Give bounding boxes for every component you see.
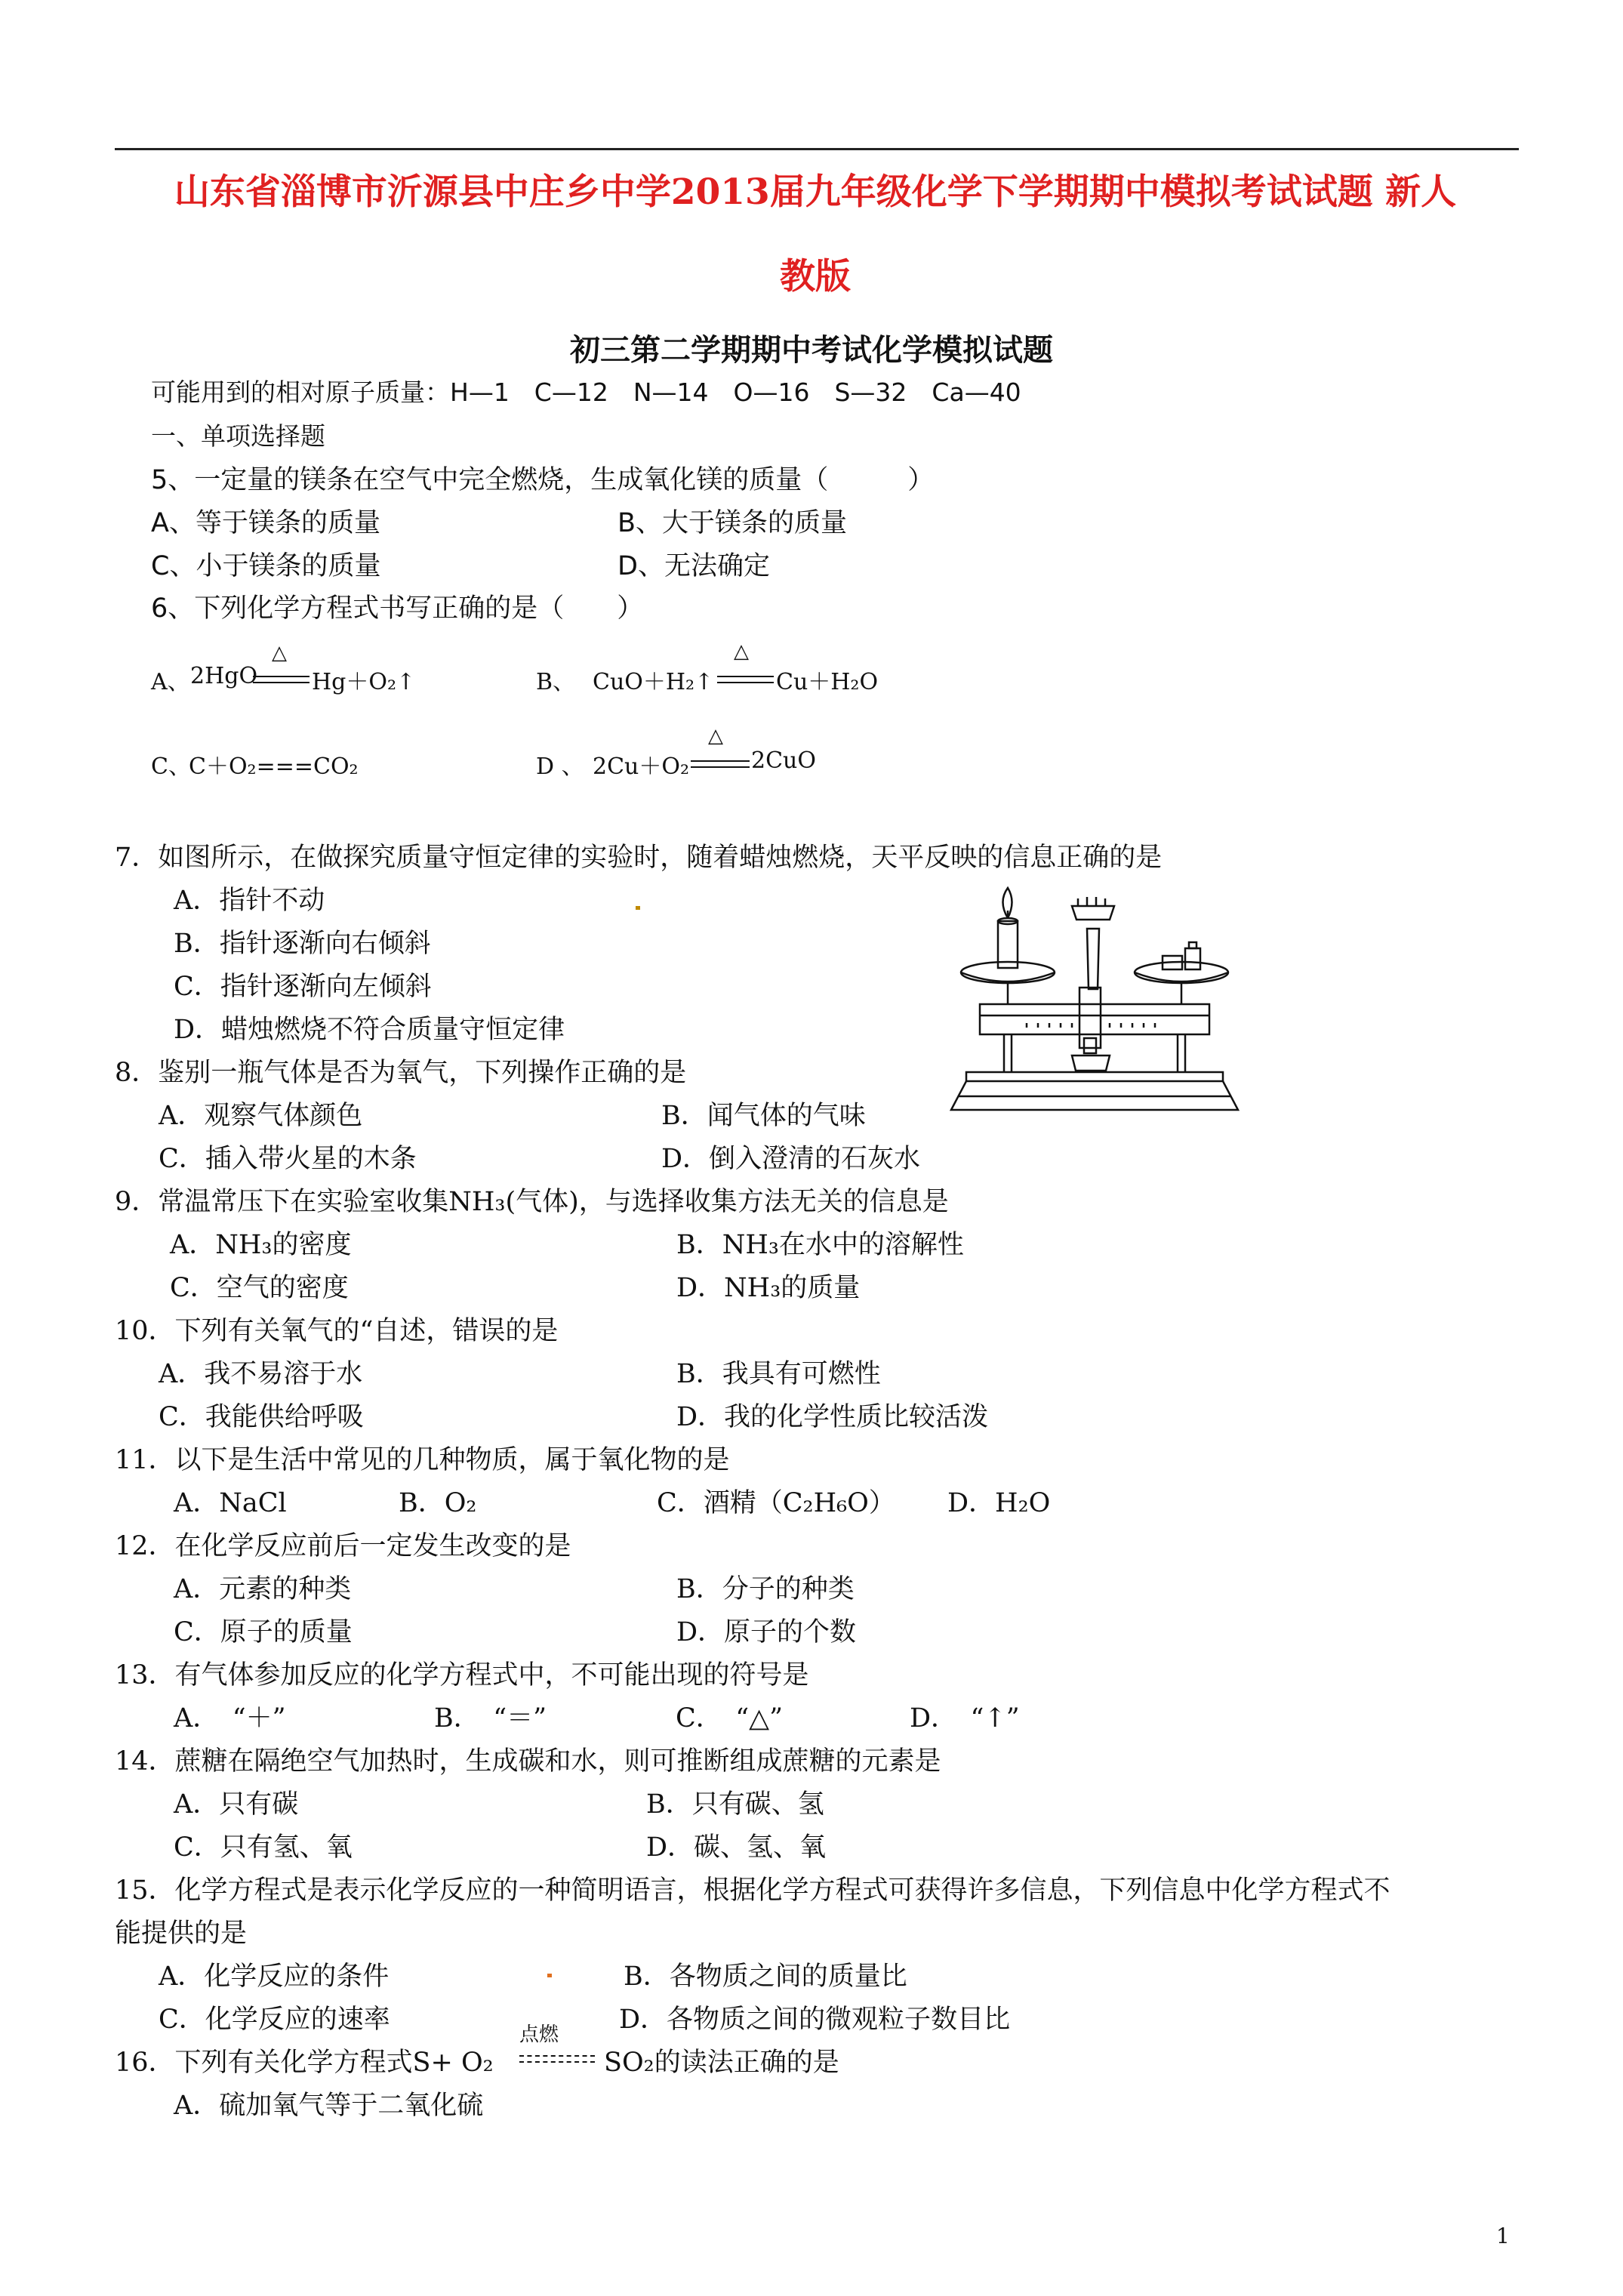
- q11-option-c: C．酒精（C₂H₆O）: [657, 1488, 895, 1518]
- q11-option-b: B．O₂: [399, 1488, 477, 1518]
- q13-option-a: A． “＋”: [174, 1703, 286, 1734]
- q16-option-a: A．硫加氧气等于二氧化硫: [174, 2091, 484, 2121]
- q16-stem-start: 16．下列有关化学方程式S+ O₂: [115, 2048, 494, 2078]
- ignition-condition: 点燃: [519, 2023, 559, 2046]
- q10-stem: 10．下列有关氧气的“自述，错误的是: [115, 1316, 559, 1346]
- q6-option-c-equation: C＋O₂===CO₂: [189, 754, 359, 780]
- equals-sign: [691, 760, 750, 768]
- q10-option-d: D．我的化学性质比较活泼: [676, 1402, 989, 1432]
- q9-option-b: B．NH₃在水中的溶解性: [676, 1230, 964, 1260]
- q10-option-a: A．我不易溶于水: [159, 1359, 363, 1389]
- q14-option-c: C．只有氢、氧: [174, 1832, 353, 1863]
- q14-option-d: D．碳、氢、氧: [646, 1832, 827, 1863]
- q6-stem: 6、下列化学方程式书写正确的是（ ）: [151, 593, 644, 624]
- q5-option-c: C、小于镁条的质量: [151, 551, 381, 581]
- q12-stem: 12．在化学反应前后一定发生改变的是: [115, 1531, 571, 1561]
- q12-option-c: C．原子的质量: [174, 1617, 353, 1647]
- atomic-masses: 可能用到的相对原子质量：H—1 C—12 N—14 O—16 S—32 Ca—40: [151, 378, 1021, 407]
- q14-option-b: B．只有碳、氢: [646, 1789, 824, 1820]
- equals-sign: [717, 676, 774, 683]
- heat-symbol: △: [708, 725, 723, 747]
- q15-option-d: D．各物质之间的微观粒子数目比: [619, 2005, 1011, 2035]
- q6-option-a-label: A、: [151, 669, 190, 695]
- q6-option-a-products: Hg＋O₂↑: [312, 669, 416, 695]
- q7-stem: 7．如图所示，在做探究质量守恒定律的实验时，随着蜡烛燃烧，天平反映的信息正确的是: [115, 843, 1163, 873]
- q12-option-b: B．分子的种类: [676, 1574, 855, 1604]
- q12-option-d: D．原子的个数: [676, 1617, 857, 1647]
- q15-stem-line2: 能提供的是: [115, 1918, 248, 1949]
- exam-subtitle: 初三第二学期期中考试化学模拟试题: [570, 333, 1053, 368]
- q15-option-a: A．化学反应的条件: [159, 1962, 390, 1992]
- q16-stem-end: SO₂的读法正确的是: [604, 2048, 839, 2078]
- q7-option-c: C．指针逐渐向左倾斜: [174, 972, 432, 1002]
- q8-option-c: C．插入带火星的木条: [159, 1144, 417, 1174]
- q6-option-d-reactants: 2Cu＋O₂: [593, 754, 689, 780]
- q5-stem: 5、一定量的镁条在空气中完全燃烧，生成氧化镁的质量（ ）: [151, 465, 935, 495]
- q8-option-d: D．倒入澄清的石灰水: [661, 1144, 921, 1174]
- header-rule: [115, 148, 1519, 150]
- q8-stem: 8．鉴别一瓶气体是否为氧气，下列操作正确的是: [115, 1058, 687, 1088]
- q9-option-d: D．NH₃的质量: [676, 1273, 861, 1303]
- q5-option-b: B、大于镁条的质量: [617, 508, 848, 538]
- q10-option-c: C．我能供给呼吸: [159, 1402, 364, 1432]
- q6-option-b-reactants: CuO＋H₂↑: [593, 669, 714, 695]
- q11-option-d: D．H₂O: [947, 1488, 1051, 1518]
- heat-symbol: △: [734, 640, 749, 663]
- q10-option-b: B．我具有可燃性: [676, 1359, 881, 1389]
- q6-option-c-label: C、: [151, 754, 191, 780]
- speck: [547, 1974, 552, 1977]
- q9-option-a: A．NH₃的密度: [170, 1230, 352, 1260]
- q9-stem: 9．常温常压下在实验室收集NH₃(气体)，与选择收集方法无关的信息是: [115, 1187, 949, 1217]
- q14-option-a: A．只有碳: [174, 1789, 299, 1820]
- q15-stem-line1: 15．化学方程式是表示化学反应的一种简明语言，根据化学方程式可获得许多信息，下列信息中化学方程式不: [115, 1875, 1390, 1906]
- q13-option-d: D． “↑”: [910, 1703, 1020, 1734]
- q12-option-a: A．元素的种类: [174, 1574, 352, 1604]
- q15-option-b: B．各物质之间的质量比: [624, 1962, 907, 1992]
- equals-sign: [519, 2055, 595, 2063]
- q11-stem: 11．以下是生活中常见的几种物质，属于氧化物的是: [115, 1445, 730, 1475]
- balance-scale-illustration: [936, 883, 1253, 1117]
- q7-option-d: D．蜡烛燃烧不符合质量守恒定律: [174, 1015, 565, 1045]
- q13-stem: 13．有气体参加反应的化学方程式中，不可能出现的符号是: [115, 1660, 809, 1690]
- q5-option-a: A、等于镁条的质量: [151, 508, 380, 538]
- q8-option-a: A．观察气体颜色: [159, 1101, 363, 1131]
- q6-option-d-products: 2CuO: [751, 747, 816, 774]
- q15-option-c: C．化学反应的速率: [159, 2005, 390, 2035]
- document-title-line1: 山东省淄博市沂源县中庄乡中学2013届九年级化学下学期期中模拟考试试题 新人: [174, 171, 1457, 213]
- q7-option-b: B．指针逐渐向右倾斜: [174, 929, 431, 959]
- q14-stem: 14．蔗糖在隔绝空气加热时，生成碳和水，则可推断组成蔗糖的元素是: [115, 1746, 941, 1777]
- equals-sign: [253, 676, 310, 683]
- page-number: 1: [1496, 2224, 1510, 2248]
- q11-option-a: A．NaCl: [174, 1488, 287, 1518]
- speck: [636, 906, 640, 910]
- q6-option-d-label: D 、: [536, 754, 584, 780]
- q5-option-d: D、无法确定: [617, 551, 770, 581]
- q6-option-b-label: B、: [536, 669, 576, 695]
- q6-option-b-products: Cu＋H₂O: [776, 669, 879, 695]
- q7-option-a: A．指针不动: [174, 886, 325, 916]
- q9-option-c: C．空气的密度: [170, 1273, 349, 1303]
- section-heading: 一、单项选择题: [151, 421, 325, 451]
- heat-symbol: △: [272, 642, 287, 664]
- q6-option-a-reactants: 2HgO: [190, 663, 258, 689]
- q13-option-b: B． “＝”: [434, 1703, 547, 1734]
- q8-option-b: B．闻气体的气味: [661, 1101, 866, 1131]
- document-title-line2: 教版: [780, 256, 851, 297]
- q13-option-c: C． “△”: [676, 1703, 783, 1734]
